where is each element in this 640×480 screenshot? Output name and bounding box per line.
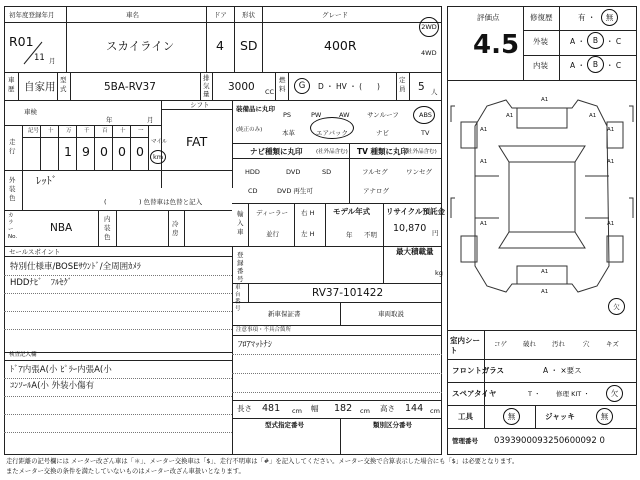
navi-sd: SD — [322, 168, 332, 176]
drive-2wd-circled: 2WD — [419, 17, 439, 37]
jack-circled: 無 — [596, 408, 613, 425]
month-slash — [20, 38, 60, 68]
repair-label: 修復歴 — [530, 13, 553, 22]
shape-label: 形状 — [242, 11, 255, 19]
mileage-column-line — [112, 125, 113, 170]
mileage-unit: 百 — [102, 128, 108, 134]
displacement: 3000 — [228, 81, 255, 93]
cc-unit: CC — [265, 88, 275, 96]
seat-koge: コゲ — [494, 340, 507, 348]
color-no: NBA — [50, 222, 73, 234]
mark-a1-right-door: A1 — [607, 159, 615, 165]
mileage-unit: 記号 — [28, 128, 40, 134]
sales-line-2: HDDﾅﾋﾞ ﾌﾙｾｸﾞ — [10, 278, 72, 288]
seat-kizu: キズ — [606, 340, 619, 348]
cooler-label: 冷房 — [172, 220, 179, 237]
vin-label: 車台番号 — [235, 285, 241, 312]
shift: FAT — [186, 134, 208, 149]
abs-circle — [413, 106, 435, 124]
width-unit: cm — [360, 407, 370, 415]
tv-oneseg: ワンセグ — [406, 168, 432, 176]
mileage-unit: 十 — [48, 128, 54, 134]
mileage-digit: 1 — [64, 144, 72, 159]
mileage-digit: 0 — [136, 144, 144, 159]
equipment-item: エアバック — [316, 129, 348, 137]
grade: 400R — [324, 38, 357, 53]
eval-score: 4.5 — [473, 30, 520, 60]
reg-year: R01 — [9, 34, 34, 49]
exterior-circled: B — [587, 32, 604, 49]
load-label: 最大積載量 — [396, 247, 434, 256]
grade-label: グレード — [322, 11, 348, 19]
interior-c: ・ C — [606, 61, 622, 70]
mark-a1-hood-right: A1 — [589, 113, 597, 119]
mileage-digit: 0 — [100, 144, 108, 159]
damage-mark-circled: 欠 — [608, 298, 625, 315]
mileage-digit: 0 — [118, 144, 126, 159]
tools-label: 工具 — [458, 412, 473, 421]
inspector-label: 検査記入欄 — [9, 352, 37, 358]
mileage-column-line — [130, 125, 131, 170]
height-unit: cm — [430, 407, 440, 415]
equipment-item: ABS — [419, 111, 432, 119]
mark-a1-front: A1 — [541, 97, 549, 103]
shift-label: シフト — [190, 101, 210, 109]
seat-yogore: 汚れ — [552, 340, 565, 348]
mark-a1-right-rear: A1 — [607, 221, 615, 227]
seat-yabure: 破れ — [523, 340, 536, 348]
navi-title: ナビ種類に丸印 — [250, 147, 303, 156]
repair-opts: 有 ・ — [578, 13, 596, 22]
use: 自家用 — [24, 81, 56, 93]
tools-circled: 無 — [503, 408, 520, 425]
equipment-item: ナビ — [376, 129, 389, 137]
km-circled: km — [150, 150, 166, 164]
recycle-label: リサイクル預託金 — [386, 207, 445, 216]
reg-year-label: 初年度登録年月 — [9, 11, 55, 19]
tv-fullseg: フルセグ — [362, 168, 388, 176]
fuel-label: 燃料 — [279, 76, 286, 93]
name-label: 車名 — [126, 11, 139, 19]
equipment-subtitle: (純正のみ) — [236, 127, 263, 133]
interior-a: A ・ — [570, 61, 586, 70]
jack-label: ジャッキ — [545, 412, 575, 421]
interior-seat-label: 室内シート — [450, 336, 480, 355]
mark-a1-right-front: A1 — [607, 127, 615, 133]
mark-a1-rear: A1 — [541, 289, 549, 295]
navi-hdd: HDD — [245, 168, 260, 176]
vin: RV37-101422 — [312, 287, 384, 299]
interior-color-label: 内装色 — [104, 215, 111, 241]
footer-line-1: 走行距離の記号欄には メーター改ざん車は「＊」、メーター交換車は「$」、走行不明車は「#」を記入してください。メーター交換で合算表示した場合にも「$」は必要となります。 — [6, 458, 519, 465]
spare-t: T ・ — [528, 390, 541, 398]
mileage-unit: 千 — [84, 128, 90, 134]
glass-value: A ・ ×要ス — [543, 366, 582, 375]
mileage-column-line — [58, 125, 59, 170]
height: 144 — [405, 403, 424, 414]
new-car-warranty: 新車保証書 — [268, 310, 301, 318]
equipment-item: 本革 — [282, 129, 295, 137]
import-parallel: 並行 — [266, 230, 279, 238]
management-number: 0393900093250600092 0 — [494, 436, 605, 446]
tv-note: (社外品含む) — [405, 149, 437, 155]
tv-analog: アナログ — [363, 187, 389, 195]
registration-label: 登録番号 — [237, 251, 244, 283]
mileage-column-line — [94, 125, 95, 170]
mileage-unit: 一 — [138, 128, 144, 134]
inspection-year: 年 — [106, 116, 113, 124]
mileage-header-line — [22, 137, 148, 138]
interior-label: 内装 — [533, 61, 548, 70]
glass-label: フロントガラス — [452, 366, 505, 375]
tv-title: TV 種類に丸印 — [357, 147, 409, 156]
color-value: ﾚｯﾄﾞ — [36, 175, 57, 187]
mark-a1-left-front: A1 — [480, 127, 488, 133]
model-year-unknown: 不明 — [364, 231, 377, 239]
inspection-label: 車検 — [24, 108, 37, 116]
equipment-item: AW — [339, 111, 350, 119]
equipment-item: TV — [421, 129, 430, 137]
recycle-value: 10,870 — [393, 223, 427, 234]
month-unit: 月 — [49, 57, 56, 65]
color-note: ( ) 色替車は色替と記入 — [104, 198, 203, 206]
capacity: 5 — [418, 81, 425, 93]
type-designation-label: 型式指定番号 — [265, 421, 304, 429]
mark-a1-hood-left: A1 — [506, 113, 514, 119]
import-left: 左 H — [301, 230, 315, 238]
footer-line-2: またメーター交換の条件を満たしていないものはメーター改ざん車扱いとなります。 — [6, 468, 245, 475]
mark-a1-left-door: A1 — [480, 159, 488, 165]
exterior-a: A ・ — [570, 37, 586, 46]
navi-note: (社外品含む) — [316, 149, 348, 155]
vehicle-manual: 車両取説 — [378, 310, 404, 318]
mileage-column-line — [40, 125, 41, 170]
spare-kit: 修理 KIT ・ — [556, 390, 590, 398]
navi-cd: CD — [248, 187, 258, 195]
mile-label: マイル — [151, 139, 168, 145]
width: 182 — [334, 403, 353, 414]
mileage-label: 走行 — [9, 138, 16, 155]
doors-label: ドア — [214, 11, 227, 19]
color-label: 外装色 — [9, 176, 16, 202]
class-number-label: 類別区分番号 — [373, 421, 412, 429]
height-label: 高さ — [380, 404, 395, 413]
use-label: 車歴 — [8, 76, 15, 93]
exterior-c: ・ C — [606, 37, 622, 46]
load-unit: kg — [435, 269, 443, 277]
spare-circled: 欠 — [606, 385, 623, 402]
model-label: 型式 — [60, 76, 67, 93]
import-dealer: ディーラー — [256, 209, 288, 217]
eval-label: 評価点 — [477, 13, 500, 22]
exterior-label: 外装 — [533, 37, 548, 46]
model: 5BA-RV37 — [104, 81, 156, 93]
sales-line-1: 特別仕様車/BOSEｻｳﾝﾄﾞ/全周囲ｶﾒﾗ — [10, 262, 141, 272]
airbag-circle — [310, 117, 354, 139]
drive-4wd: 4WD — [421, 49, 437, 57]
mileage-unit: 十 — [120, 128, 126, 134]
navi-dvd: DVD — [286, 168, 301, 176]
capacity-label: 定員 — [399, 76, 406, 93]
mileage-unit: 万 — [66, 128, 72, 134]
fuel-g-circled: G — [294, 78, 310, 94]
import-right: 右 H — [301, 209, 315, 217]
management-label: 管理番号 — [452, 437, 478, 445]
fuel-others: D ・ HV ・ ( ) — [318, 82, 380, 91]
doors: 4 — [216, 38, 224, 53]
shape: SD — [240, 38, 258, 53]
equipment-item: サンルーフ — [367, 111, 399, 119]
length-label: 長さ — [237, 404, 252, 413]
inspector-line-1: ﾄﾞｱ内張A(小 ﾋﾟﾗｰ内張A(小 — [10, 365, 112, 375]
equipment-item: PS — [283, 111, 292, 119]
equipment-title: 装備品に丸印 — [236, 105, 275, 113]
capacity-unit: 人 — [431, 88, 438, 96]
color-no-label: カラーNo. — [8, 213, 18, 240]
notice-label: 注意事項・不具合箇所 — [236, 327, 292, 333]
mileage-column-line — [76, 125, 77, 170]
model-year-unit: 年 — [346, 231, 353, 239]
recycle-unit: 円 — [432, 229, 439, 237]
reg-month: 11 — [34, 53, 45, 63]
inspector-line-2: ｺﾝｿｰﾙA(小 外装小傷有 — [10, 381, 95, 391]
mark-a1-left-rear: A1 — [480, 221, 488, 227]
length-unit: cm — [292, 407, 302, 415]
seat-ana: 穴 — [583, 340, 590, 348]
inspection-month: 月 — [147, 116, 154, 124]
mileage-digit: 9 — [82, 144, 90, 159]
import-label: 輸入車 — [237, 210, 244, 236]
model-year-label: モデル年式 — [333, 207, 371, 216]
navi-dvd-play: DVD 再生可 — [277, 187, 313, 195]
mark-a1-trunk: A1 — [541, 269, 549, 275]
spare-label: スペアタイヤ — [452, 389, 497, 398]
equipment-item: PW — [311, 111, 322, 119]
repair-circled: 無 — [601, 9, 618, 26]
interior-circled: B — [587, 56, 604, 73]
width-label: 幅 — [311, 404, 319, 413]
sales-point-label: セールスポイント — [9, 248, 61, 256]
car-name: スカイライン — [106, 39, 175, 53]
notice-line-1: ﾌﾛｱﾏｯﾄﾅｼ — [238, 340, 273, 350]
length: 481 — [262, 403, 281, 414]
displacement-label: 排気量 — [203, 74, 210, 98]
